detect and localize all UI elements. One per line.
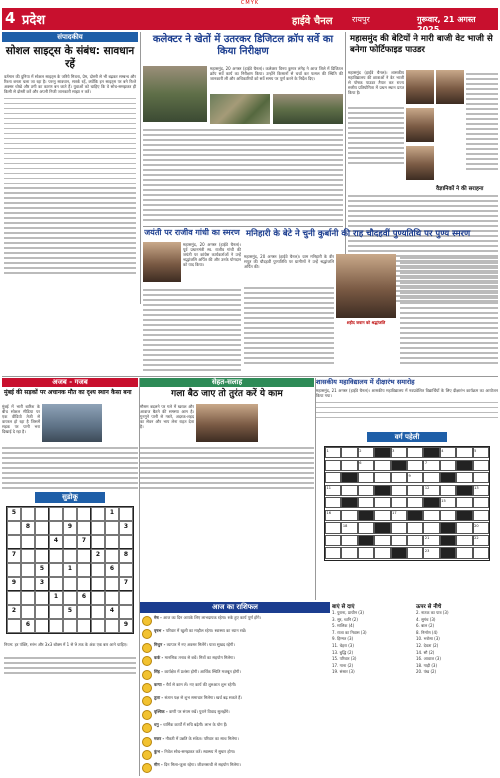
sudoku-cell[interactable]	[7, 535, 21, 549]
sudoku-cell[interactable]	[91, 619, 105, 633]
sudoku-cell[interactable]	[21, 535, 35, 549]
gandhi-story	[143, 228, 241, 374]
crossword-cell	[456, 485, 472, 496]
sudoku-cell[interactable]: 3	[35, 577, 49, 591]
health-tag: सेहत-सलाह	[140, 378, 314, 387]
manihari-text-lines-2	[400, 254, 498, 367]
crossword-clue: 9. हिम्मत (3)	[332, 636, 354, 642]
crossword-cell[interactable]	[473, 460, 489, 471]
sudoku-cell[interactable]	[35, 605, 49, 619]
crossword-cell[interactable]	[440, 460, 456, 471]
health-photo	[196, 404, 258, 442]
college-story	[316, 378, 498, 430]
rashifal-item	[140, 749, 330, 760]
crossword-cell[interactable]	[358, 547, 374, 558]
sudoku-cell[interactable]	[77, 563, 91, 577]
sudoku-cell[interactable]	[119, 563, 133, 577]
sudoku-cell[interactable]	[77, 605, 91, 619]
lead-field-photo	[210, 94, 270, 124]
edition-city: रायपुर	[352, 15, 370, 24]
editorial-body: वर्तमान की दुनिया में सोशल साइट्स के जरिये मित्रता, प्रेम, दोस्ती से भी बढ़कर सम्बन्ध और रिश्ता बनता चला जा रहा है। परन्तु सावधान, सतर्क रहें, क्योंकि इन साइट्स पर बने रिश्ते अक्सर धोखे और ठगी का कारण बन जाते हैं। युवाओं को चाहिए कि वे सोच-समझकर ही किसी से दोस्ती करें और अपनी निजी जानकारी साझा न करें।	[4, 74, 136, 95]
crossword-title: वर्ग पहेली	[367, 432, 447, 442]
sudoku-cell[interactable]: 1	[49, 591, 63, 605]
sudoku-cell[interactable]	[91, 535, 105, 549]
zodiac-icon	[142, 616, 152, 626]
rashifal-item	[140, 669, 330, 680]
crossword-cell[interactable]: 7	[423, 460, 439, 471]
crossword-cell[interactable]: 11	[325, 485, 341, 496]
rashifal-item	[140, 615, 330, 626]
college-headline: शासकीय महाविद्यालय में दीक्षारंभ समारोह	[316, 378, 415, 386]
sudoku-cell[interactable]: 4	[49, 535, 63, 549]
crossword-cell[interactable]	[325, 460, 341, 471]
crossword-cell	[456, 460, 472, 471]
crossword-clue: 3. सुर, ध्वनि (2)	[332, 616, 358, 622]
sudoku-cell[interactable]: 6	[105, 563, 119, 577]
weird-headline: मुंबई की सड़कों पर अचानक मौत का दृश्य स्थान कैसा बना	[4, 389, 132, 396]
sudoku-cell[interactable]	[35, 619, 49, 633]
sudoku-cell[interactable]	[91, 563, 105, 577]
sudoku-cell[interactable]: 1	[63, 563, 77, 577]
sudoku-cell[interactable]	[105, 577, 119, 591]
sudoku-cell[interactable]: 6	[77, 591, 91, 605]
crossword-cell[interactable]	[374, 497, 390, 508]
crossword-cell[interactable]	[374, 510, 390, 521]
rashifal-item	[140, 709, 330, 720]
rashifal-text: मिथुन - व्यापार में नए अवसर मिलेंगे। यात्रा सुखद रहेगी।	[154, 641, 235, 647]
crossword-cell[interactable]	[423, 510, 439, 521]
sudoku-cell[interactable]	[63, 577, 77, 591]
crossword-cell[interactable]	[407, 522, 423, 533]
crossword-clue: 19. संसार (3)	[332, 669, 355, 675]
gandhi-photo	[143, 242, 181, 282]
sudoku-cell[interactable]	[91, 591, 105, 605]
crossword-clue: 16. आवाज (3)	[416, 656, 441, 662]
rashifal-title: आज का राशिफल	[140, 602, 330, 613]
health-body: मौसम बदलने पर गले में खराश और आवाज बैठने की समस्या आम है। गुनगुने पानी से गरारे, अदरक-शहद का सेवन और भाप लेना राहत देता है।	[140, 404, 194, 430]
student-photo-2	[406, 108, 434, 142]
zodiac-icon	[142, 629, 152, 639]
sudoku-cell[interactable]	[35, 591, 49, 605]
crossword-cell[interactable]	[358, 522, 374, 533]
rashifal-text: मेष - आज का दिन आपके लिए लाभदायक रहेगा। रुके हुए कार्य पूर्ण होंगे।	[154, 615, 262, 620]
rashifal-text: तुला - संतान पक्ष से शुभ समाचार मिलेगा। खर्च बढ़ सकते हैं।	[154, 695, 242, 701]
editorial-tag: संपादकीय	[2, 32, 138, 42]
right-headline: महासमुंद की बेटियों ने मारी बाजी वेट भाजी से बनेगा फोर्टिफाइड पाउडर	[350, 34, 493, 55]
crossword-clue: 14. सौ (2)	[416, 649, 435, 655]
lead-photo	[143, 66, 207, 122]
crossword-clue: 4. सुगंध (3)	[416, 616, 436, 622]
weird-body: मुंबई में भारी बारिश के बीच सोशल मीडिया पर एक वीडियो तेजी से वायरल हो रहा है जिसमें सड़क पर पानी भरा दिखाई दे रहा है।	[2, 404, 40, 435]
sudoku-cell[interactable]	[49, 577, 63, 591]
sudoku-cell[interactable]	[77, 577, 91, 591]
crossword-cell	[456, 510, 472, 521]
zodiac-icon	[142, 696, 152, 706]
sudoku-cell[interactable]	[35, 507, 49, 521]
sudoku-cell[interactable]	[35, 535, 49, 549]
rashifal-item	[140, 628, 330, 639]
crossword-cell[interactable]: 13	[473, 485, 489, 496]
crossword-cell[interactable]	[341, 447, 357, 458]
right-body: महासमुंद (हाईवे चैनल)। शासकीय महाविद्यालय की छात्राओं ने वेट भाजी से पोषक पाउडर तैयार कर राज्य स्तरीय प्रतियोगिता में प्रथम स्थान प्राप्त किया है।	[348, 70, 404, 96]
sudoku-cell[interactable]	[63, 619, 77, 633]
sudoku-cell[interactable]	[21, 507, 35, 521]
crossword-cell	[440, 472, 456, 483]
crossword-cell[interactable]	[456, 472, 472, 483]
student-photo-4	[436, 70, 464, 104]
lead-text-lines	[143, 126, 343, 224]
crossword-cell[interactable]	[325, 497, 341, 508]
editorial-section	[2, 32, 138, 304]
sudoku-cell[interactable]	[119, 507, 133, 521]
crossword-cell[interactable]	[341, 460, 357, 471]
lead-headline: कलेक्टर ने खेतों में उतरकर डिजिटल क्रॉप सर्वे का किया निरीक्षण	[152, 34, 334, 57]
crossword-cell[interactable]	[391, 522, 407, 533]
crossword-cell[interactable]	[391, 497, 407, 508]
sudoku-title: सुडोकू	[35, 492, 105, 503]
crossword-cell[interactable]	[341, 547, 357, 558]
crossword-cell[interactable]: 1	[325, 447, 341, 458]
sudoku-cell[interactable]: 7	[119, 577, 133, 591]
sudoku-cell[interactable]	[105, 591, 119, 605]
sudoku-cell[interactable]	[21, 591, 35, 605]
zodiac-icon	[142, 763, 152, 773]
sudoku-cell[interactable]	[119, 605, 133, 619]
crossword-cell[interactable]	[341, 485, 357, 496]
crossword-grid[interactable]	[324, 446, 490, 561]
crossword-clue: 2. नाटक का पात्र (3)	[416, 610, 449, 615]
sudoku-cell[interactable]	[105, 521, 119, 535]
crossword-cell[interactable]	[473, 510, 489, 521]
crossword-cell[interactable]: 18	[341, 522, 357, 533]
crossword-cell	[358, 535, 374, 546]
gandhi-headline: जयंती पर राजीव गांधी का स्मरण	[144, 228, 240, 237]
sudoku-cell[interactable]	[63, 507, 77, 521]
crossword-cell[interactable]: 23	[423, 547, 439, 558]
section-title: प्रदेश	[22, 13, 46, 28]
crossword-cell	[341, 472, 357, 483]
sudoku-cell[interactable]	[49, 521, 63, 535]
crossword-cell	[440, 522, 456, 533]
sudoku-cell[interactable]	[77, 619, 91, 633]
page-number: 4	[5, 9, 16, 27]
sudoku-cell[interactable]	[49, 549, 63, 563]
sudoku-cell[interactable]	[21, 549, 35, 563]
crossword-cell[interactable]	[391, 485, 407, 496]
college-text-lines	[316, 402, 498, 419]
rashifal-text: मीन - दिन मिला-जुला रहेगा। जीवनसाथी से सहयोग मिलेगा।	[154, 762, 241, 768]
sudoku-cell[interactable]	[119, 591, 133, 605]
sudoku-cell[interactable]: 5	[35, 563, 49, 577]
sudoku-cell[interactable]: 9	[7, 577, 21, 591]
down-title: ऊपर से नीचे	[416, 604, 442, 610]
right-text-lines-2	[466, 70, 498, 173]
crossword-section	[316, 432, 498, 600]
crossword-cell	[374, 485, 390, 496]
crossword-cell[interactable]	[407, 460, 423, 471]
crossword-cell[interactable]	[456, 447, 472, 458]
sudoku-cell[interactable]	[7, 619, 21, 633]
sudoku-cell[interactable]	[105, 549, 119, 563]
lead-dateline: महासमुंद, 20 अगस्त (हाईवे चैनल)। कलेक्टर विनय कुमार लंगेह ने आज जिले में डिजिटल क्रॉप सर्वे कार्य का निरीक्षण किया। उन्होंने किसानों से चर्चा कर फसल की स्थिति की जानकारी ली और अधिकारियों को सर्वे समय पर पूर्ण करने के निर्देश दिए।	[210, 66, 343, 82]
zodiac-icon	[142, 723, 152, 733]
crossword-clue: 8. निर्माण (4)	[416, 629, 438, 635]
sudoku-cell[interactable]: 1	[105, 507, 119, 521]
crossword-cell[interactable]	[473, 472, 489, 483]
crossword-cell[interactable]	[407, 447, 423, 458]
weird-text-lines	[2, 444, 138, 490]
martyr-photo	[336, 254, 396, 318]
rashifal-text: धनु - धार्मिक कार्यों में रुचि बढ़ेगी। लाभ के योग हैं।	[154, 722, 228, 728]
rashifal-text: वृषभ - परिवार में खुशी का माहौल रहेगा। स्वास्थ्य का ध्यान रखें।	[154, 628, 247, 634]
rashifal-text: कन्या - धैर्य से काम लें। नए कार्य की शुरुआत शुभ रहेगी।	[154, 682, 237, 687]
crossword-cell	[440, 535, 456, 546]
color-registration-bar: CMYK	[240, 0, 260, 6]
sudoku-cell[interactable]: 5	[63, 605, 77, 619]
rashifal-section	[140, 602, 330, 776]
rashifal-list	[140, 615, 330, 776]
crossword-cell	[423, 447, 439, 458]
page-masthead	[2, 8, 498, 34]
crossword-clue: 1. पुराना, प्राचीन (3)	[332, 610, 364, 615]
lead-story	[143, 32, 343, 224]
gandhi-text-lines	[143, 286, 241, 374]
sudoku-cell[interactable]	[77, 521, 91, 535]
zodiac-icon	[142, 750, 152, 760]
sudoku-text-lines	[4, 654, 136, 677]
crossword-clues	[332, 602, 498, 776]
crossword-clue: 10. भरोसा (3)	[416, 636, 440, 642]
down-clues	[416, 610, 498, 676]
crossword-clue: 12. देवता (2)	[416, 642, 439, 648]
crossword-cell[interactable]	[456, 547, 472, 558]
crossword-cell	[391, 547, 407, 558]
weird-photo	[42, 404, 102, 442]
sudoku-cell[interactable]: 8	[119, 549, 133, 563]
crossword-cell[interactable]	[374, 547, 390, 558]
sudoku-cell[interactable]	[49, 619, 63, 633]
crossword-cell[interactable]	[440, 510, 456, 521]
crossword-cell[interactable]	[341, 535, 357, 546]
sudoku-cell[interactable]	[77, 507, 91, 521]
crossword-cell[interactable]: 21	[423, 535, 439, 546]
crossword-cell[interactable]	[374, 460, 390, 471]
crossword-cell[interactable]	[456, 497, 472, 508]
rashifal-item	[140, 762, 330, 773]
crossword-cell[interactable]	[325, 535, 341, 546]
sudoku-cell[interactable]	[35, 549, 49, 563]
crossword-cell[interactable]	[456, 522, 472, 533]
right-subheadline: वैज्ञानिकों ने की सराहना	[436, 186, 484, 192]
sudoku-cell[interactable]	[21, 563, 35, 577]
zodiac-icon	[142, 643, 152, 653]
crossword-cell[interactable]: 22	[473, 535, 489, 546]
rashifal-text: कर्क - मानसिक तनाव से बचें। मित्रों का सहयोग मिलेगा।	[154, 655, 235, 661]
sudoku-cell[interactable]	[63, 549, 77, 563]
rashifal-text: सिंह - कार्यक्षेत्र में प्रशंसा होगी। आर्थिक स्थिति मजबूत होगी।	[154, 668, 241, 674]
crossword-cell[interactable]	[325, 472, 341, 483]
college-body: महासमुंद, 21 अगस्त (हाईवे चैनल)। शासकीय महाविद्यालय में नवप्रवेशित विद्यार्थियों के लिए दीक्षारंभ कार्यक्रम का आयोजन किया गया।	[316, 388, 498, 399]
zodiac-icon	[142, 683, 152, 693]
rashifal-text: मकर - नौकरी में उन्नति के संकेत। परिवार का साथ मिलेगा।	[154, 735, 239, 741]
crossword-clue: 6. बाल (2)	[416, 623, 435, 629]
sudoku-cell[interactable]	[49, 605, 63, 619]
crossword-cell	[374, 522, 390, 533]
sudoku-cell[interactable]	[63, 535, 77, 549]
sudoku-cell[interactable]: 2	[91, 549, 105, 563]
crossword-cell[interactable]: 6	[358, 460, 374, 471]
crossword-cell[interactable]	[391, 472, 407, 483]
right-text-lines	[348, 104, 404, 167]
crossword-cell[interactable]: 15	[440, 497, 456, 508]
rashifal-item	[140, 722, 330, 733]
crossword-cell	[407, 510, 423, 521]
health-headline: गला बैठ जाए तो तुरंत करें ये काम	[171, 389, 283, 399]
crossword-cell[interactable]: 20	[473, 522, 489, 533]
crossword-cell[interactable]	[407, 485, 423, 496]
sudoku-cell[interactable]	[21, 577, 35, 591]
sudoku-cell[interactable]	[49, 507, 63, 521]
crossword-clue: 15. परिवार (3)	[332, 656, 357, 662]
crossword-cell[interactable]	[325, 547, 341, 558]
sudoku-cell[interactable]	[91, 507, 105, 521]
crossword-cell[interactable]	[407, 535, 423, 546]
manihari-caption: शहीद जवान को श्रद्धांजलि	[346, 320, 386, 325]
sudoku-cell[interactable]	[91, 577, 105, 591]
crossword-cell[interactable]	[374, 535, 390, 546]
sudoku-grid[interactable]	[6, 506, 134, 634]
sudoku-cell[interactable]	[49, 563, 63, 577]
crossword-cell[interactable]: 5	[473, 447, 489, 458]
crossword-clue: 11. चेहरा (3)	[332, 642, 354, 648]
sudoku-cell[interactable]: 7	[7, 549, 21, 563]
editorial-text-lines	[2, 98, 138, 274]
sudoku-cell[interactable]	[105, 619, 119, 633]
rashifal-text: वृश्चिक - वाणी पर संयम रखें। पुराने विवाद सुलझेंगे।	[154, 708, 230, 714]
crossword-cell[interactable]: 17	[391, 510, 407, 521]
crossword-clue: 20. पंख (2)	[416, 669, 437, 675]
sudoku-cell[interactable]	[119, 535, 133, 549]
health-section	[140, 378, 314, 490]
issue-date: गुरूवार, 21 अगस्त 2025	[417, 15, 476, 34]
manihari-body: महासमुंद, 20 अगस्त (हाईवे चैनल)। ग्राम मनिहारी के वीर सपूत की चौदहवीं पुण्यतिथि पर ग्रामीणों ने उन्हें श्रद्धांजलि अर्पित की।	[244, 254, 334, 270]
crossword-cell	[358, 510, 374, 521]
sudoku-cell[interactable]	[105, 535, 119, 549]
crossword-cell[interactable]	[407, 497, 423, 508]
crossword-cell[interactable]	[358, 497, 374, 508]
rashifal-text: कुंभ - निवेश सोच-समझकर करें। स्वास्थ्य में सुधार होगा।	[154, 749, 236, 754]
manihari-headline: मनिहारी के बेटे ने चुनी कुर्बानी की राह चौदहवीं पुण्यतिथि पर पुण्य स्मरण	[246, 229, 471, 239]
crossword-cell	[423, 497, 439, 508]
rashifal-item	[140, 682, 330, 693]
crossword-cell	[341, 497, 357, 508]
crossword-cell[interactable]: 16	[325, 510, 341, 521]
crossword-clue: 13. बुद्धि (2)	[332, 649, 354, 655]
rashifal-item	[140, 655, 330, 666]
crossword-cell[interactable]: 3	[391, 447, 407, 458]
student-photo-1	[406, 70, 434, 104]
crossword-cell	[440, 547, 456, 558]
crossword-cell[interactable]	[374, 472, 390, 483]
crossword-cell	[374, 447, 390, 458]
crossword-cell[interactable]: 4	[440, 447, 456, 458]
manihari-story	[244, 228, 498, 374]
crossword-clue: 18. गाड़ी (3)	[416, 662, 438, 668]
sudoku-cell[interactable]	[63, 591, 77, 605]
crossword-cell[interactable]: 12	[423, 485, 439, 496]
crossword-clue: 17. गाना (2)	[332, 662, 354, 668]
crossword-cell[interactable]	[440, 485, 456, 496]
crossword-cell[interactable]	[358, 485, 374, 496]
rashifal-item	[140, 642, 330, 653]
across-clues	[332, 610, 414, 676]
zodiac-icon	[142, 656, 152, 666]
sudoku-cell[interactable]	[21, 605, 35, 619]
sudoku-cell[interactable]	[7, 563, 21, 577]
zodiac-icon	[142, 737, 152, 747]
crossword-cell[interactable]	[423, 472, 439, 483]
manihari-text-lines	[244, 284, 334, 367]
sudoku-cell[interactable]: 8	[21, 521, 35, 535]
sudoku-cell[interactable]: 7	[77, 535, 91, 549]
sudoku-cell[interactable]	[77, 549, 91, 563]
crossword-clue: 5. मालिक (4)	[332, 623, 355, 629]
sudoku-cell[interactable]	[35, 521, 49, 535]
sudoku-cell[interactable]	[7, 591, 21, 605]
sudoku-note: नियम: हर पंक्ति, स्तंभ और 3x3 बॉक्स में 1 से 9 तक के अंक एक बार आने चाहिए।	[4, 642, 128, 647]
sudoku-cell[interactable]: 9	[119, 619, 133, 633]
sudoku-cell[interactable]: 6	[21, 619, 35, 633]
crossword-cell[interactable]	[473, 547, 489, 558]
gandhi-body: महासमुंद, 20 अगस्त (हाईवे चैनल)। पूर्व प्रधानमंत्री स्व. राजीव गांधी की जयंती पर कांग्रेस कार्यकर्ताओं ने उन्हें श्रद्धांजलि अर्पित की और उनके योगदान को याद किया।	[183, 242, 241, 268]
crossword-cell[interactable]	[423, 522, 439, 533]
crossword-cell[interactable]	[473, 497, 489, 508]
weird-tag: अजब - गजब	[2, 378, 138, 387]
student-photo-3	[406, 146, 434, 180]
crossword-cell[interactable]	[391, 535, 407, 546]
sudoku-cell[interactable]: 5	[7, 507, 21, 521]
rashifal-item	[140, 695, 330, 706]
sudoku-cell[interactable]	[91, 605, 105, 619]
crossword-cell[interactable]	[407, 547, 423, 558]
rashifal-item	[140, 736, 330, 747]
crossword-cell[interactable]	[456, 535, 472, 546]
crossword-cell[interactable]: 2	[358, 447, 374, 458]
crossword-cell[interactable]	[341, 510, 357, 521]
sudoku-cell[interactable]: 3	[119, 521, 133, 535]
sudoku-cell[interactable]: 2	[7, 605, 21, 619]
zodiac-icon	[142, 670, 152, 680]
crossword-cell[interactable]	[358, 472, 374, 483]
sudoku-cell[interactable]	[91, 521, 105, 535]
health-text-lines	[140, 444, 314, 490]
across-title: बाएं से दाएं	[332, 604, 355, 610]
crossword-cell	[391, 460, 407, 471]
sudoku-cell[interactable]: 9	[63, 521, 77, 535]
editorial-title: सोशल साइट्स के संबंध: सावधान रहें	[5, 45, 135, 70]
weird-section	[2, 378, 138, 490]
sudoku-cell[interactable]	[7, 521, 21, 535]
crossword-cell[interactable]: 9	[407, 472, 423, 483]
lead-second-photo	[273, 94, 343, 124]
crossword-clue: 7. राजा का निवास (3)	[332, 629, 367, 635]
sudoku-section	[2, 492, 138, 776]
crossword-cell[interactable]	[325, 522, 341, 533]
zodiac-icon	[142, 710, 152, 720]
sudoku-cell[interactable]: 4	[105, 605, 119, 619]
newspaper-name: हाईवे चैनल	[292, 16, 333, 27]
